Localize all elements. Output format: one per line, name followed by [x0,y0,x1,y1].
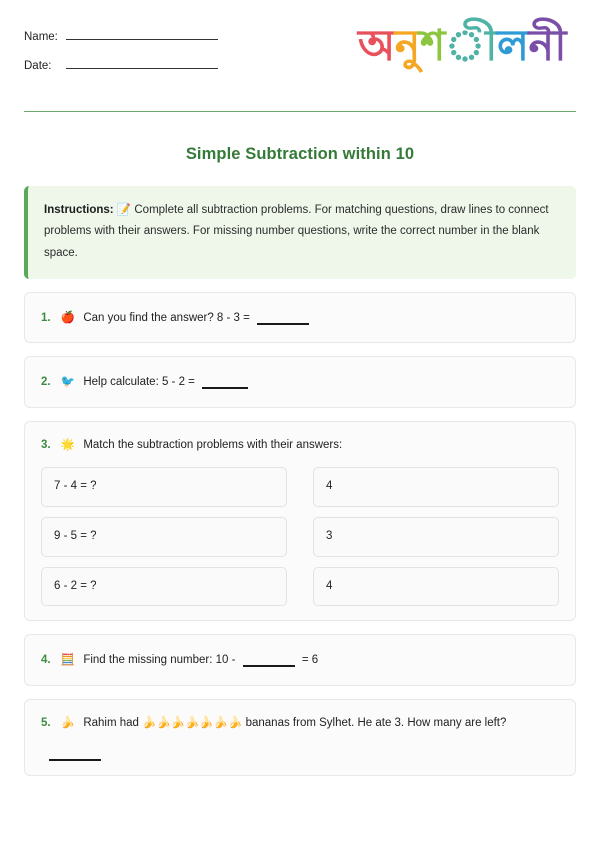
match-answer-item[interactable]: 4 [313,567,559,607]
matching-answers-column [313,467,559,606]
match-problem-item[interactable]: 9 - 5 = ? [41,517,287,557]
instructions-box [24,186,576,279]
match-answer-item[interactable]: 3 [313,517,559,557]
question-text-4-after: = 6 [301,654,319,667]
answer-blank-4[interactable] [243,653,295,667]
brand-logo [358,22,572,71]
name-label: Name: [24,31,58,43]
question-text-5-after: bananas from Sylhet. He ate 3. How many are left? [245,716,507,729]
question-card-5 [24,699,576,777]
answer-blank-1[interactable] [257,311,309,325]
question-card-2 [24,356,576,408]
question-text-4-before: Find the missing number: 10 - [83,654,236,667]
question-text-3: Match the subtraction problems with their answers: [83,438,343,451]
apple-icon: 🍎 [60,311,76,324]
date-field-row [24,57,218,72]
instructions-text: Complete all subtraction problems. For matching questions, draw lines to connect problems with their answers. For missing number questions, write the correct number in the blank space. [44,204,549,259]
question-prompt-3 [41,436,559,456]
brand-logo-text: অনুশীলনী [358,23,566,70]
banana-group-icon: 🍌🍌🍌🍌🍌🍌🍌 [142,716,243,729]
pencil-icon: 📝 [116,204,132,216]
answer-blank-5[interactable] [49,747,101,761]
instructions-label: Instructions: [44,204,114,216]
header-divider [24,111,576,112]
matching-problems-column [41,467,287,606]
answer-blank-2[interactable] [202,375,248,389]
name-field-row [24,28,218,43]
date-label: Date: [24,60,52,72]
date-input-line[interactable] [66,57,218,69]
question-number-5: 5. [41,716,51,729]
star-icon: 🌟 [60,438,76,451]
question-text-2: Help calculate: 5 - 2 = [83,376,195,389]
matching-grid [41,467,559,606]
bird-icon: 🐦 [60,376,76,389]
student-fields [24,24,218,86]
question-text-1: Can you find the answer? 8 - 3 = [83,311,250,324]
match-problem-item[interactable]: 7 - 4 = ? [41,467,287,507]
question-text-5-before: Rahim had [83,716,139,729]
question-card-3 [24,421,576,621]
question-number-3: 3. [41,438,51,451]
question-number-1: 1. [41,311,51,324]
question-card-4 [24,634,576,686]
name-input-line[interactable] [66,28,218,40]
banana-icon: 🍌 [60,716,76,729]
page-title: Simple Subtraction within 10 [185,145,415,163]
match-problem-item[interactable]: 6 - 2 = ? [41,567,287,607]
match-answer-item[interactable]: 4 [313,467,559,507]
abacus-icon: 🧮 [60,654,76,667]
question-number-2: 2. [41,376,51,389]
question-number-4: 4. [41,654,51,667]
question-card-1 [24,292,576,344]
worksheet-header [0,0,600,105]
